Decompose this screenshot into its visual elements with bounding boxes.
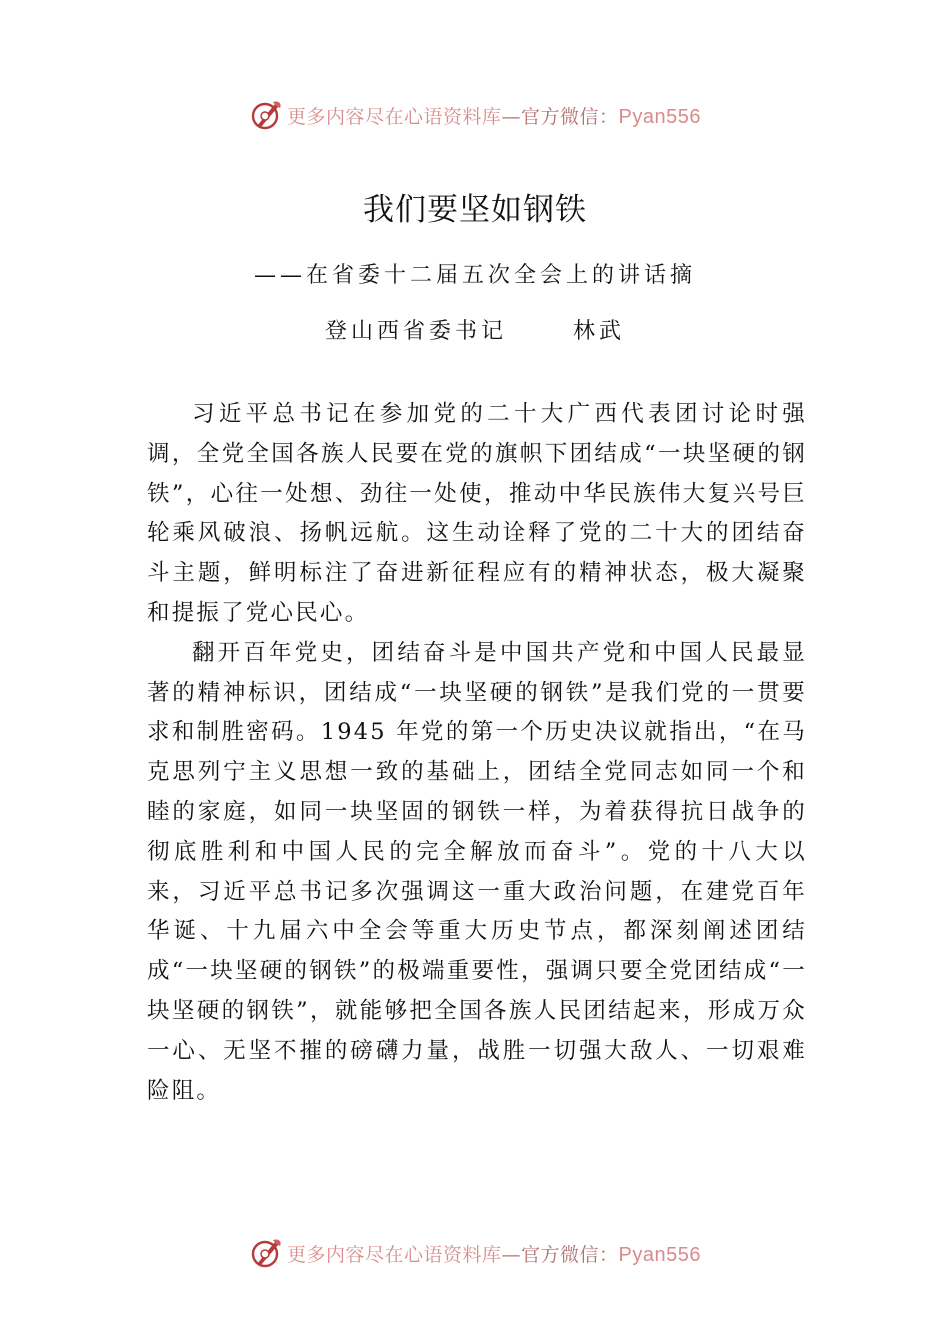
- watermark-wechat-id: Pyan556: [618, 105, 701, 128]
- watermark-channel: 官方微信：: [521, 1243, 619, 1266]
- document-subtitle: ——在省委十二届五次全会上的讲话摘: [253, 263, 696, 288]
- watermark-dash: —: [501, 105, 522, 128]
- watermark-dash: —: [501, 1243, 522, 1266]
- watermark-wechat-id: Pyan556: [618, 1243, 701, 1266]
- body-paragraph: 习近平总书记在参加党的二十大广西代表团讨论时强调，全党全国各族人民要在党的旗帜下团结成“一块坚硬的钢铁”，心往一处想、劲往一处使，推动中华民族伟大复兴号巨轮乘风破浪、扬帆远航。这生动诠释了党的二十大的团结奋斗主题，鲜明标注了奋进新征程应有的精神状态，极大凝聚和提振了党心民心。: [147, 401, 807, 626]
- document-body: [147, 395, 807, 1111]
- quill-pen-logo-icon: [249, 1236, 283, 1270]
- quill-pen-logo-icon: [249, 98, 283, 132]
- document-title: 我们要坚如钢铁: [363, 192, 587, 228]
- header-watermark: [0, 95, 950, 135]
- body-paragraph: 翻开百年党史，团结奋斗是中国共产党和中国人民最显著的精神标识，团结成“一块坚硬的钢铁”是我们党的一贯要求和制胜密码。1945 年党的第一个历史决议就指出，“在马克思列宁主义思想一致的基础上，团结全党同志如同一个和睦的家庭，如同一块坚固的钢铁一样，为着获得抗日战争的彻底胜利和中国人民的完全解放而奋斗”。党的十八大以 来，习近平总书记多次强调这一重大政治问题，在建党百年华诞、十九届六中全会等重大历史节点，都深刻阐述团结成“一块坚硬的钢铁”的极端重要性，强调只要全党团结成“一块坚硬的钢铁”，就能够把全国各族人民团结起来，形成万众一心、无坚不摧的磅礴力量，战胜一切强大敌人、一切艰难险阻。: [147, 639, 807, 1104]
- footer-watermark: [0, 1233, 950, 1273]
- watermark-text: [287, 1240, 701, 1267]
- watermark-channel: 官方微信：: [521, 105, 619, 128]
- watermark-brand: 更多内容尽在心语资料库: [287, 1243, 502, 1266]
- watermark-text: [287, 102, 701, 129]
- watermark-brand: 更多内容尽在心语资料库: [287, 105, 502, 128]
- author-line: 登山西省委书记 林武: [325, 319, 625, 344]
